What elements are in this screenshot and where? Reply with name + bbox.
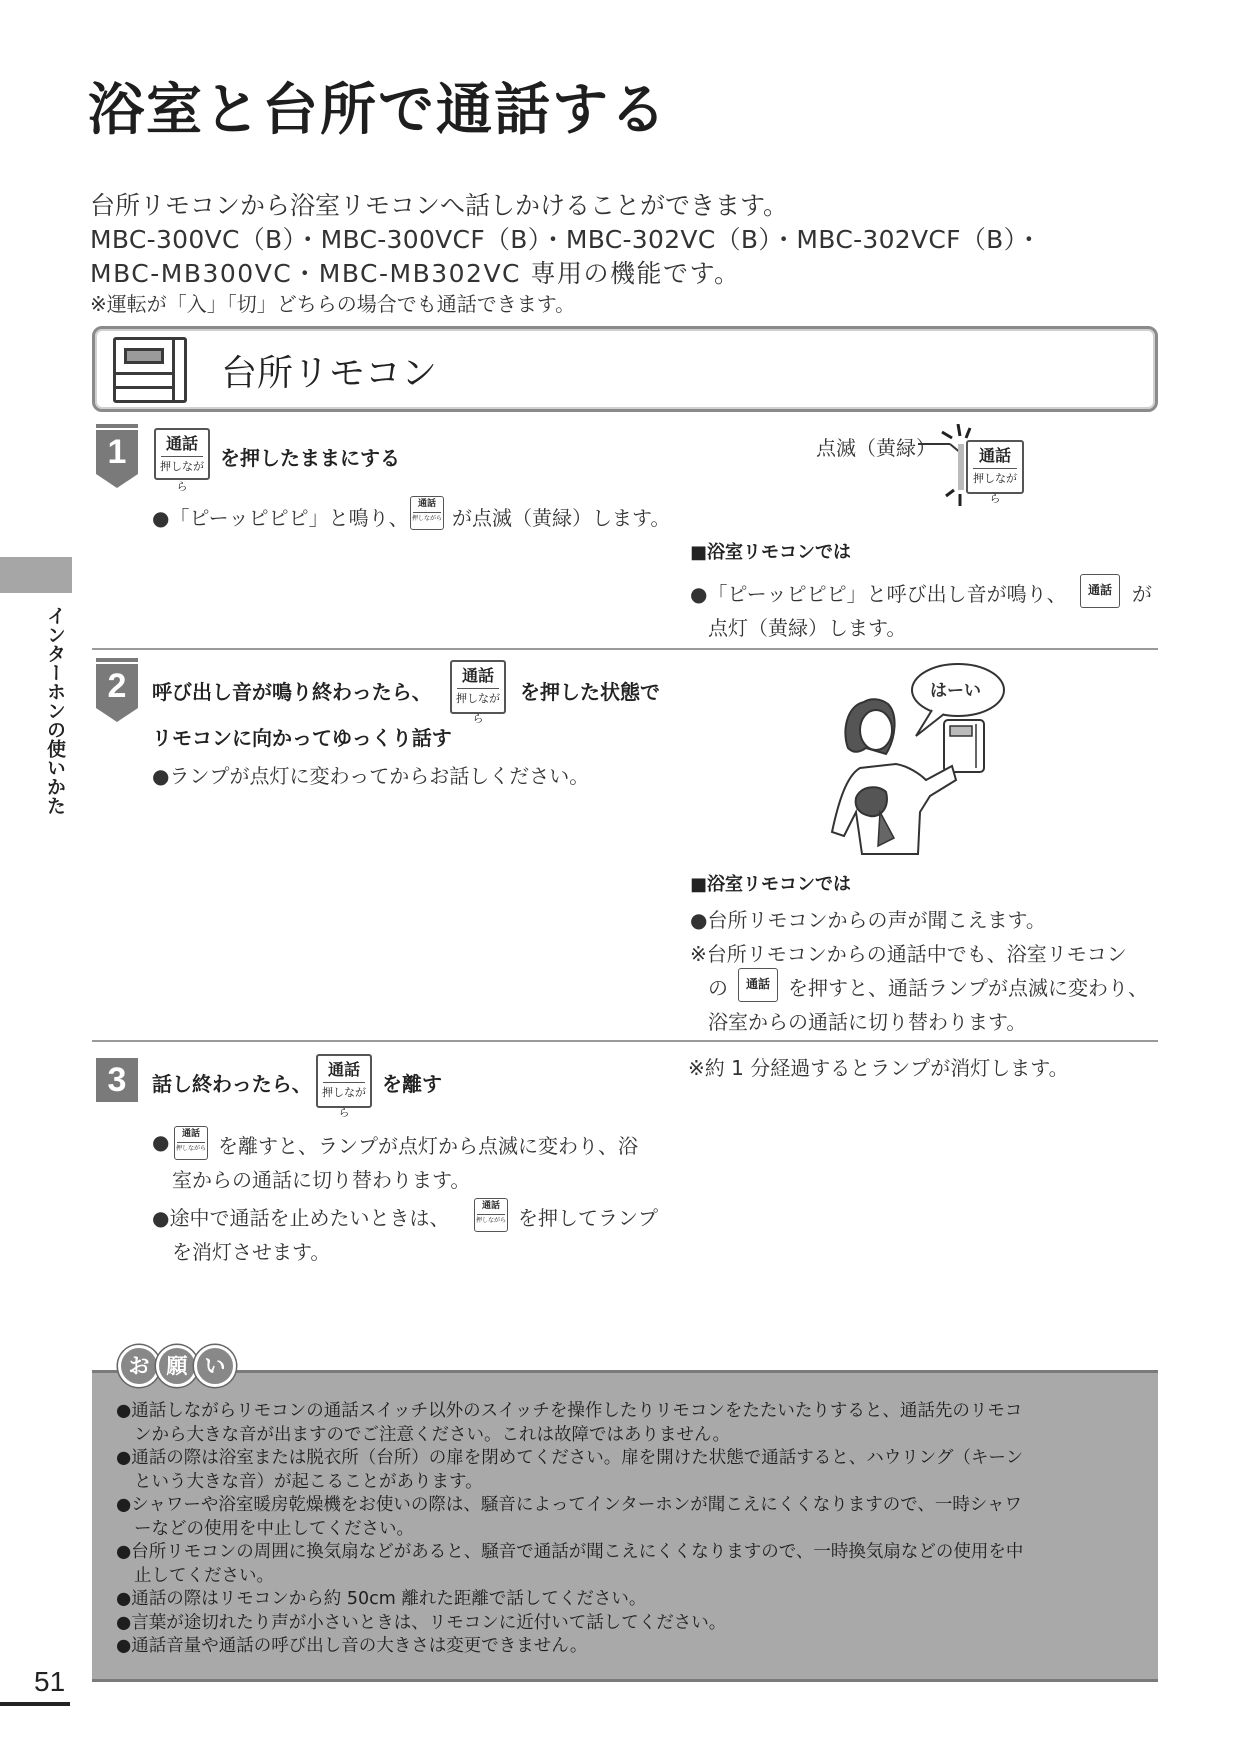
step-3-note: ※約 1 分経過するとランプが消灯します。 [688, 1056, 1069, 1080]
step-3-b2-post: を押してランプ [518, 1206, 658, 1230]
speech-bubble-text: はーい [930, 681, 981, 701]
talk-key-step2: 通話 押しながら [450, 660, 506, 714]
step-3-heading-pre: 話し終わったら、 [152, 1072, 312, 1096]
notice-title-char-2: 願 [156, 1345, 198, 1387]
notice-line: ●シャワーや浴室暖房乾燥機をお使いの際は、騒音によってインターホンが聞こえにくくなりますので、一時シャワ [116, 1495, 1023, 1515]
talk-key-mini-2: 通話 押しながら [174, 1126, 208, 1160]
step-3-b1-pre: ● [152, 1130, 170, 1154]
notice-line: ●通話音量や通話の呼び出し音の大きさは変更できません。 [116, 1636, 588, 1656]
kitchen-remote-header [92, 326, 1158, 412]
step-2-badge [96, 664, 138, 720]
talk-key-step3: 通話 押しながら [316, 1054, 372, 1108]
page-number-underline [0, 1702, 70, 1706]
talk-key-mini-3: 通話 押しながら [474, 1198, 508, 1232]
step-3-b2-pre: ●途中で通話を止めたいときは、 [152, 1206, 450, 1230]
notice-line: という大きな音）が起こることがあります。 [134, 1471, 483, 1492]
talk-key-illustration: 通話 押しながら [966, 440, 1024, 494]
step-3-b1-line-2: 室からの通話に切り替わります。 [172, 1168, 471, 1192]
step-2-heading-post: を押した状態で [520, 680, 660, 704]
step-3-number: 3 [96, 1058, 138, 1102]
step-1-bath-line-1-post: が [1132, 582, 1152, 606]
step-2-bath-line-2: ※台所リモコンからの通話中でも、浴室リモコン [690, 942, 1127, 966]
step-1-bullet-pre: ●「ピーッピピピ」と鳴り、 [152, 506, 409, 530]
step-3-b1-post: を離すと、ランプが点灯から点滅に変わり、浴 [218, 1134, 638, 1158]
kitchen-remote-icon [113, 337, 187, 403]
step-1-bullet-post: が点滅（黄緑）します。 [452, 506, 671, 530]
intro-note: ※運転が「入」「切」どちらの場合でも通話できます。 [90, 292, 576, 316]
notice-line: 止してください。 [134, 1565, 274, 1586]
notice-line: ●通話の際はリモコンから約 50cm 離れた距離で話してください。 [116, 1589, 647, 1609]
step-2-bath-line-3-post: を押すと、通話ランプが点滅に変わり、 [788, 976, 1148, 1000]
side-tab [0, 557, 72, 593]
step-1-bath-line-2: 点灯（黄緑）します。 [708, 616, 907, 640]
blink-label: 点滅（黄緑） [816, 436, 936, 460]
notice-line: ●通話の際は浴室または脱衣所（台所）の扉を閉めてください。扉を開けた状態で通話すると、ハウリング（キーン [116, 1448, 1024, 1468]
step-1-badge [96, 430, 138, 486]
page-number: 51 [34, 1666, 66, 1697]
side-label: インターホンの使いかた [44, 606, 66, 815]
notice-line: ンから大きな音が出ますのでご注意ください。これは故障ではありません。 [134, 1424, 731, 1445]
step-1-bath-line-1-pre: ●「ピーッピピピ」と呼び出し音が鳴り、 [690, 582, 1067, 606]
page-title: 浴室と台所で通話する [88, 78, 668, 143]
talk-key-bath-2: 通話 [738, 968, 778, 1002]
talk-key-mini: 通話 押しながら [410, 496, 444, 530]
kitchen-remote-title: 台所リモコン [221, 353, 438, 394]
talk-key-bath-1: 通話 [1080, 574, 1120, 608]
step-2-bath-heading: ■浴室リモコンでは [690, 874, 852, 895]
step-3-b2-line-2: を消灯させます。 [172, 1240, 331, 1264]
divider-2 [92, 1040, 1158, 1042]
notice-title-char-1: お [118, 1345, 160, 1387]
step-2-number: 2 [96, 664, 138, 708]
intro-line-1: 台所リモコンから浴室リモコンへ話しかけることができます。 [90, 191, 789, 220]
notice-lines [116, 1400, 1156, 1659]
notice-line: ●通話しながらリモコンの通話スイッチ以外のスイッチを操作したりリモコンをたたいたりすると、通話先のリモコ [116, 1401, 1023, 1421]
step-3-badge [96, 1058, 138, 1114]
divider-1 [92, 648, 1158, 650]
intro-line-3: MBC-MB300VC・MBC-MB302VC 専用の機能です。 [90, 259, 741, 288]
step-1-heading: を押したままにする [220, 446, 400, 470]
step-2-bath-line-4: 浴室からの通話に切り替わります。 [708, 1010, 1027, 1034]
step-1-bath-heading: ■浴室リモコンでは [690, 542, 852, 563]
intro-line-2: MBC-300VC（B）・MBC-300VCF（B）・MBC-302VC（B）・MBC-302VCF（B）・ [90, 225, 1042, 254]
notice-title [118, 1345, 232, 1393]
notice-title-char-3: い [194, 1345, 236, 1387]
step-3-heading-post: を離す [382, 1072, 442, 1096]
woman-talking-illustration [820, 662, 1020, 858]
step-2-heading-pre: 呼び出し音が鳴り終わったら、 [152, 680, 432, 704]
talk-key-step1: 通話 押しながら [154, 428, 210, 480]
notice-line: ●台所リモコンの周囲に換気扇などがあると、騒音で通話が聞こえにくくなりますので、一時換気扇などの使用を中 [116, 1542, 1024, 1562]
step-2-bath-line-1: ●台所リモコンからの声が聞こえます。 [690, 908, 1046, 932]
notice-line: ーなどの使用を中止してください。 [134, 1518, 414, 1539]
step-1-number: 1 [96, 430, 138, 474]
step-2-bullet: ●ランプが点灯に変わってからお話しください。 [152, 764, 590, 788]
notice-line: ●言葉が途切れたり声が小さいときは、リモコンに近付いて話してください。 [116, 1612, 727, 1633]
step-2-bath-line-3-pre: の [708, 976, 728, 1000]
step-2-heading-2: リモコンに向かってゆっくり話す [152, 726, 452, 750]
